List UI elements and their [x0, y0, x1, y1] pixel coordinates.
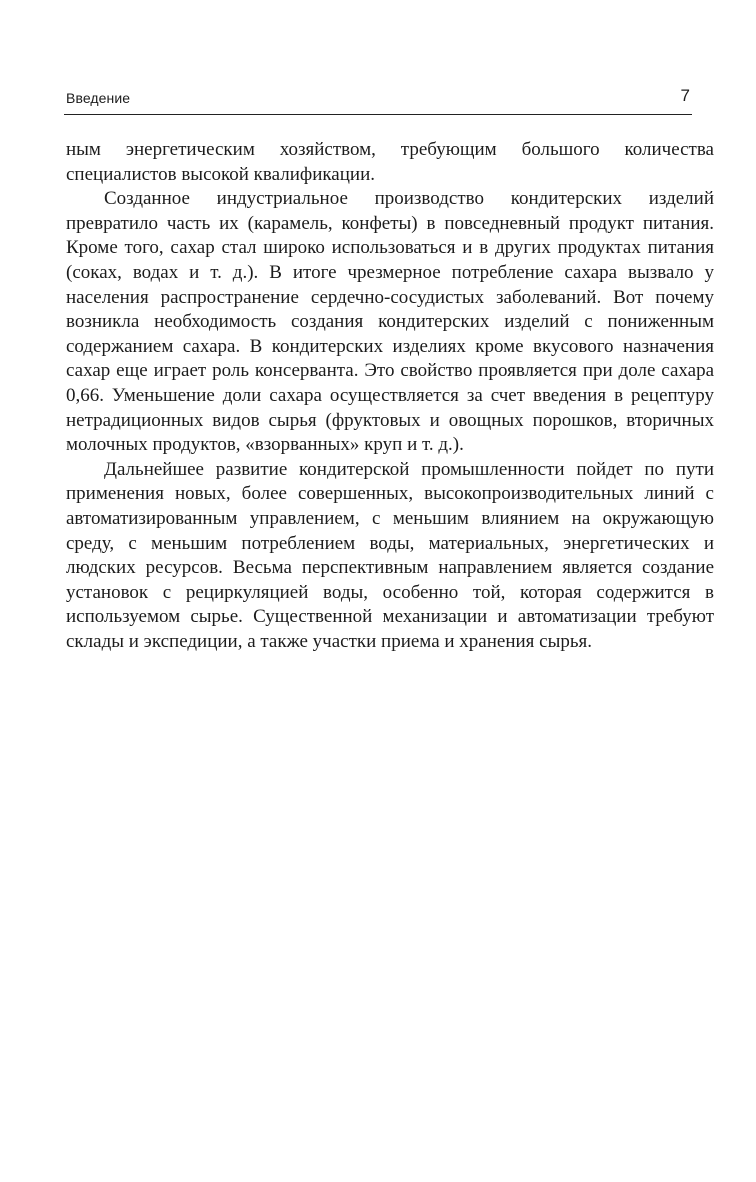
- page-number: 7: [680, 86, 690, 105]
- section-title: Введение: [66, 90, 131, 106]
- running-header: [66, 86, 690, 114]
- header-rule: [64, 114, 692, 115]
- paragraph: Созданное индустриальное производство кондитерских изделий превратило часть их (карамель, конфеты) в повседневный продукт питания. Кроме того, сахар стал широко использоваться и в других продуктах питания (соках, водах и т. д.). В итоге чрезмерное потребление сахара вызвало у населения распространение сердечно-сосудистых заболеваний. Вот почему возникла необходимость создания кондитерских изделий с пониженным содержанием сахара. В кондитерских изделиях кроме вкусового назначения сахар еще играет роль консерванта. Это свойство проявляется при доле сахара 0,66. Уменьшение доли сахара осуществляется за счет введения в рецептуру нетрадиционных видов сырья (фруктовых и овощных порошков, вторичных молочных продуктов, «взорванных» круп и т. д.).: [66, 188, 714, 456]
- paragraph: Дальнейшее развитие кондитерской промышленности пойдет по пути применения новых, более совершенных, высокопроизводительных линий с автоматизированным управлением, с меньшим влиянием на окружающую среду, с меньшим потреблением воды, материальных, энергетических и людских ресурсов. Весьма перспективным направлением является создание установок с рециркуляцией воды, особенно той, которая содержится в используемом сырье. Существенной механизации и автоматизации требуют склады и экспедиции, а также участки приема и хранения сырья.: [66, 458, 714, 652]
- paragraph-continuation: ным энергетическим хозяйством, требующим большого количества специалистов высокой квалификации.: [66, 139, 714, 185]
- body-text: [66, 138, 714, 654]
